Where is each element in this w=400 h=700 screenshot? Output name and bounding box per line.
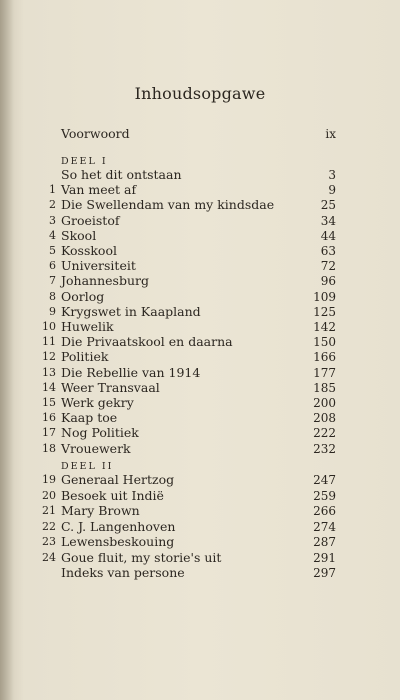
toc-entry-row xyxy=(0,182,400,198)
toc-entry-label: Vrouewerk xyxy=(61,440,131,456)
toc-entry-number: 11 xyxy=(42,335,56,349)
toc-entry-number: 23 xyxy=(42,535,56,549)
toc-entry-number: 6 xyxy=(49,259,56,273)
toc-entry-row xyxy=(0,334,400,350)
toc-entry-number: 1 xyxy=(49,183,56,197)
toc-index-page: 297 xyxy=(313,566,336,580)
toc-entry-label: Johannesburg xyxy=(61,273,149,289)
toc-entry-label: Nog Politiek xyxy=(61,425,139,441)
toc-entry-page: 177 xyxy=(313,365,336,380)
toc-entry-label: Die Privaatskool en daarna xyxy=(61,334,233,350)
toc-entry-number: 18 xyxy=(42,441,56,455)
toc-entry-number: 10 xyxy=(42,320,56,333)
toc-entry-number: 24 xyxy=(42,551,56,564)
toc-preface-page: ix xyxy=(325,127,336,141)
toc-entry-row xyxy=(0,167,400,183)
toc-entry-page: 222 xyxy=(313,426,336,441)
toc-entry-row xyxy=(0,258,400,274)
toc-index-label: Indeks van persone xyxy=(61,565,185,580)
toc-entry-row xyxy=(0,304,400,320)
toc-entry-label: Huwelik xyxy=(61,319,114,334)
toc-entry-page: 185 xyxy=(313,380,336,395)
toc-entry-number: 4 xyxy=(49,228,56,242)
toc-entry-label: Groeistof xyxy=(61,212,120,228)
toc-entry-label: Kosskool xyxy=(61,243,117,258)
toc-entry-page: 25 xyxy=(320,198,336,213)
toc-entry-label: Skool xyxy=(61,227,97,243)
toc-entry-number: 20 xyxy=(42,488,56,502)
toc-entry-number: 14 xyxy=(42,380,56,394)
toc-entry-page: 3 xyxy=(328,168,336,182)
toc-entry-label: Goue fluit, my storie's uit xyxy=(61,550,222,565)
toc-entry-page: 259 xyxy=(313,488,336,503)
toc-entry-page: 208 xyxy=(313,411,336,426)
toc-entry-row xyxy=(0,273,400,289)
toc-entry-page: 125 xyxy=(313,304,336,319)
toc-entry-page: 150 xyxy=(313,335,336,350)
toc-entry-row xyxy=(0,380,400,396)
toc-entry-row xyxy=(0,213,400,229)
toc-entry-row xyxy=(0,349,400,365)
toc-entry-row xyxy=(0,410,400,426)
toc-entry-row xyxy=(0,425,400,441)
toc-entry-row xyxy=(0,472,400,488)
toc-entry-page: 96 xyxy=(320,274,336,289)
toc-entry-label: Krygswet in Kaapland xyxy=(61,303,201,319)
toc-entry-label: Universiteit xyxy=(61,258,136,274)
toc-entry-number: 9 xyxy=(49,304,56,318)
toc-entry-row xyxy=(0,519,400,535)
toc-entry-row xyxy=(0,441,400,457)
toc-entry-page: 287 xyxy=(313,535,336,550)
part2-heading: DEEL II xyxy=(61,461,114,472)
toc-entry-page: 72 xyxy=(320,259,336,274)
toc-entry-page: 200 xyxy=(313,396,336,410)
toc-entry-page: 166 xyxy=(313,350,336,365)
toc-entry-label: Generaal Hertzog xyxy=(61,472,175,487)
toc-entry-page: 9 xyxy=(328,183,336,198)
toc-entry-label: C. J. Langenhoven xyxy=(61,518,176,534)
toc-entry-number: 5 xyxy=(49,244,56,257)
toc-entry-number: 13 xyxy=(42,365,56,379)
toc-entry-number: 8 xyxy=(49,289,56,303)
toc-entry-number: 2 xyxy=(49,198,56,212)
part1-heading: DEEL I xyxy=(61,156,108,167)
toc-entry-page: 109 xyxy=(313,289,336,304)
toc-entry-page: 274 xyxy=(313,519,336,534)
toc-entry-row xyxy=(0,197,400,213)
toc-entry-page: 34 xyxy=(320,213,336,228)
toc-entry-number: 22 xyxy=(42,519,56,533)
toc-entry-number: 16 xyxy=(42,411,56,425)
toc-entry-page: 232 xyxy=(313,441,336,456)
toc-entry-row xyxy=(0,503,400,519)
toc-entry-number: 19 xyxy=(42,473,56,486)
toc-preface-label: Voorwoord xyxy=(61,126,130,141)
toc-entry-row xyxy=(0,319,400,335)
toc-entry-label: Kaap toe xyxy=(61,410,118,426)
toc-entry-row xyxy=(0,488,400,504)
toc-entry-label: Die Rebellie van 1914 xyxy=(61,364,201,380)
toc-entry-number: 3 xyxy=(49,213,56,227)
toc-entry-number: 12 xyxy=(42,350,56,364)
toc-entry-number: 15 xyxy=(42,396,56,409)
toc-entry-label: Besoek uit Indië xyxy=(61,487,164,503)
page-title: Inhoudsopgawe xyxy=(134,84,266,103)
toc-entry-number: 21 xyxy=(42,504,56,518)
toc-entry-row xyxy=(0,395,400,411)
toc-entry-label: Mary Brown xyxy=(61,503,140,519)
toc-entry-label: Lewensbeskouing xyxy=(61,534,175,550)
toc-entry-number: 7 xyxy=(49,274,56,288)
toc-entry-label: Oorlog xyxy=(61,288,105,304)
toc-entry-page: 291 xyxy=(313,551,336,565)
toc-entry-row xyxy=(0,243,400,259)
toc-entry-label: Weer Transvaal xyxy=(61,379,160,395)
toc-entry-number: 17 xyxy=(42,426,56,440)
toc-index-row xyxy=(0,565,400,581)
toc-entry-row xyxy=(0,534,400,550)
toc-entry-label: Politiek xyxy=(61,349,109,365)
toc-entry-page: 247 xyxy=(313,473,336,487)
toc-entry-row xyxy=(0,365,400,381)
toc-entry-label: Die Swellendam van my kindsdae xyxy=(61,197,275,213)
toc-entry-row xyxy=(0,550,400,566)
toc-entry-page: 44 xyxy=(320,228,336,243)
toc-entry-label: Werk gekry xyxy=(61,395,134,410)
toc-entry-row xyxy=(0,289,400,305)
toc-entry-label: So het dit ontstaan xyxy=(61,167,182,182)
toc-preface-row xyxy=(0,126,400,142)
toc-entry-page: 142 xyxy=(313,320,336,334)
toc-entry-label: Van meet af xyxy=(61,182,137,198)
toc-entry-row xyxy=(0,228,400,244)
toc-entry-page: 266 xyxy=(313,504,336,519)
toc-entry-page: 63 xyxy=(320,244,336,258)
